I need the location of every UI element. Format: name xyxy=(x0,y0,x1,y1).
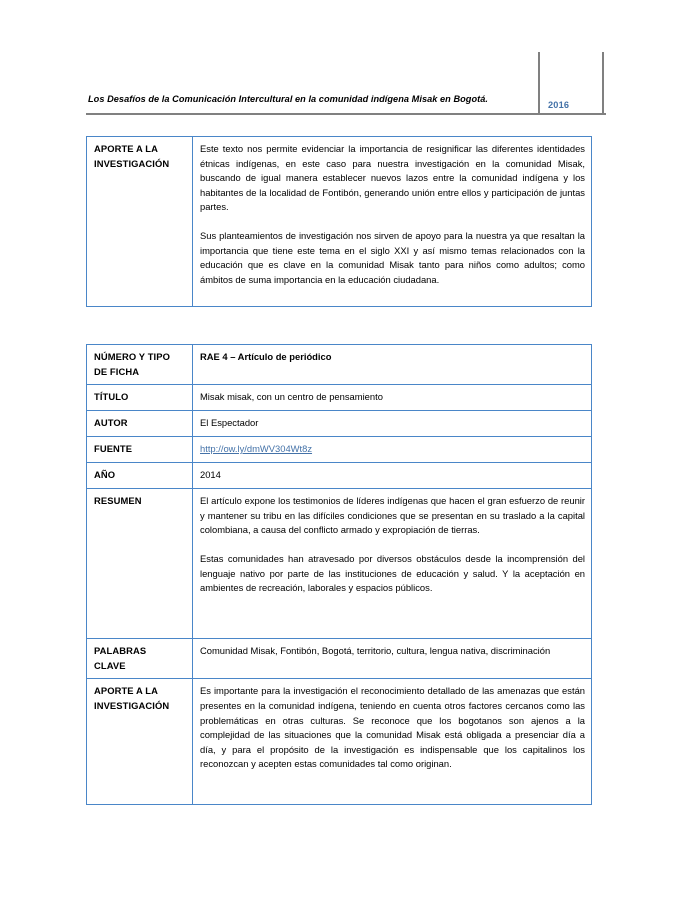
header-divider xyxy=(86,113,606,115)
row-value-titulo: Misak misak, con un centro de pensamiento xyxy=(193,385,592,411)
table-row xyxy=(87,137,592,307)
table-row xyxy=(87,639,592,679)
table-row xyxy=(87,385,592,411)
row-label-numero-tipo-ficha xyxy=(87,345,193,385)
row-value-autor: El Espectador xyxy=(193,411,592,437)
table-row xyxy=(87,411,592,437)
row-label-autor: AUTOR xyxy=(87,411,193,437)
row-label-titulo: TÍTULO xyxy=(87,385,193,411)
row-value-aporte-investigacion-2: Es importante para la investigación el reconocimiento detallado de las amenazas que están presentes en la comunidad indígena, teniendo en cuenta otros factores cercanos como las problemáticas en otras culturas. Se reconoce que los bogotanos son ajenos a la complejidad de las situaciones que la comunidad Misak está obligada a presenciar día a día, y para el propósito de la investigación es indispensable que los capitalinos los reconozcan y acepten estas comunidades tal como originan. xyxy=(193,679,592,805)
label-line-1: NÚMERO Y TIPO xyxy=(94,351,170,362)
row-value-fuente xyxy=(193,437,592,463)
header-document-title: Los Desafíos de la Comunicación Intercultural en la comunidad indígena Misak en Bogotá. xyxy=(88,94,488,104)
row-label-palabras-clave xyxy=(87,639,193,679)
label-line-2: DE FICHA xyxy=(94,365,140,377)
table-row xyxy=(87,437,592,463)
table-row xyxy=(87,679,592,805)
row-value-resumen xyxy=(193,489,592,639)
ficha-table xyxy=(86,344,592,805)
paragraph: Sus planteamientos de investigación nos sirven de apoyo para la nuestra ya que resaltan la importancia que tiene este tema en el siglo XXI y así mismo temas relacionados con la educación que es clave en la comunidad Misak tanto para niños como adultos; como ámbitos de suma importancia en la educación ciudadana. xyxy=(200,229,585,285)
table-row xyxy=(87,463,592,489)
row-label-anio: AÑO xyxy=(87,463,193,489)
row-label-fuente: FUENTE xyxy=(87,437,193,463)
table-row xyxy=(87,345,592,385)
paragraph: Este texto nos permite evidenciar la importancia de resignificar las diferentes identidades étnicas indígenas, en este caso para nuestra investigación en la comunidad Misak, buscando de igual manera establecer nuevos lazos entre la comunidad indígena y los habitantes de la localidad de Fontibón, generando unión entre ellos y participación de juntas partes. xyxy=(200,143,585,213)
header-year-box xyxy=(538,52,604,113)
table-row xyxy=(87,489,592,639)
row-label-resumen: RESUMEN xyxy=(87,489,193,639)
label-line-2: CLAVE xyxy=(94,659,126,671)
paragraph: El artículo expone los testimonios de líderes indígenas que hacen el gran esfuerzo de reunir y mantener su tribu en las difíciles condiciones que se presentan en su traslado a la capital colombiana, a causa del conflicto armado y expropiación de tierras. xyxy=(200,495,585,536)
row-value-numero-tipo-ficha: RAE 4 – Artículo de periódico xyxy=(193,345,592,385)
aporte-table xyxy=(86,136,592,307)
paragraph: Estas comunidades han atravesado por diversos obstáculos desde la incomprensión del lenguaje nativo por parte de las instituciones de educación y salud. Y la aceptación en ambientes de recreación, laborales y espacios públicos. xyxy=(200,552,585,594)
label-line-1: APORTE A LA xyxy=(94,143,158,154)
label-line-2: INVESTIGACIÓN xyxy=(94,699,170,711)
row-label-aporte-investigacion xyxy=(87,137,193,307)
row-label-aporte-investigacion-2 xyxy=(87,679,193,805)
row-value-palabras-clave: Comunidad Misak, Fontibón, Bogotá, territorio, cultura, lengua nativa, discriminación xyxy=(193,639,592,679)
row-value-anio: 2014 xyxy=(193,463,592,489)
label-line-2: INVESTIGACIÓN xyxy=(94,157,170,169)
row-value-aporte-investigacion xyxy=(193,137,592,307)
label-line-1: PALABRAS xyxy=(94,645,147,657)
fuente-link[interactable]: http://ow.ly/dmWV304Wt8z xyxy=(200,443,313,455)
header-year: 2016 xyxy=(548,100,570,110)
running-header xyxy=(86,52,606,114)
label-line-1: APORTE A LA xyxy=(94,685,158,697)
